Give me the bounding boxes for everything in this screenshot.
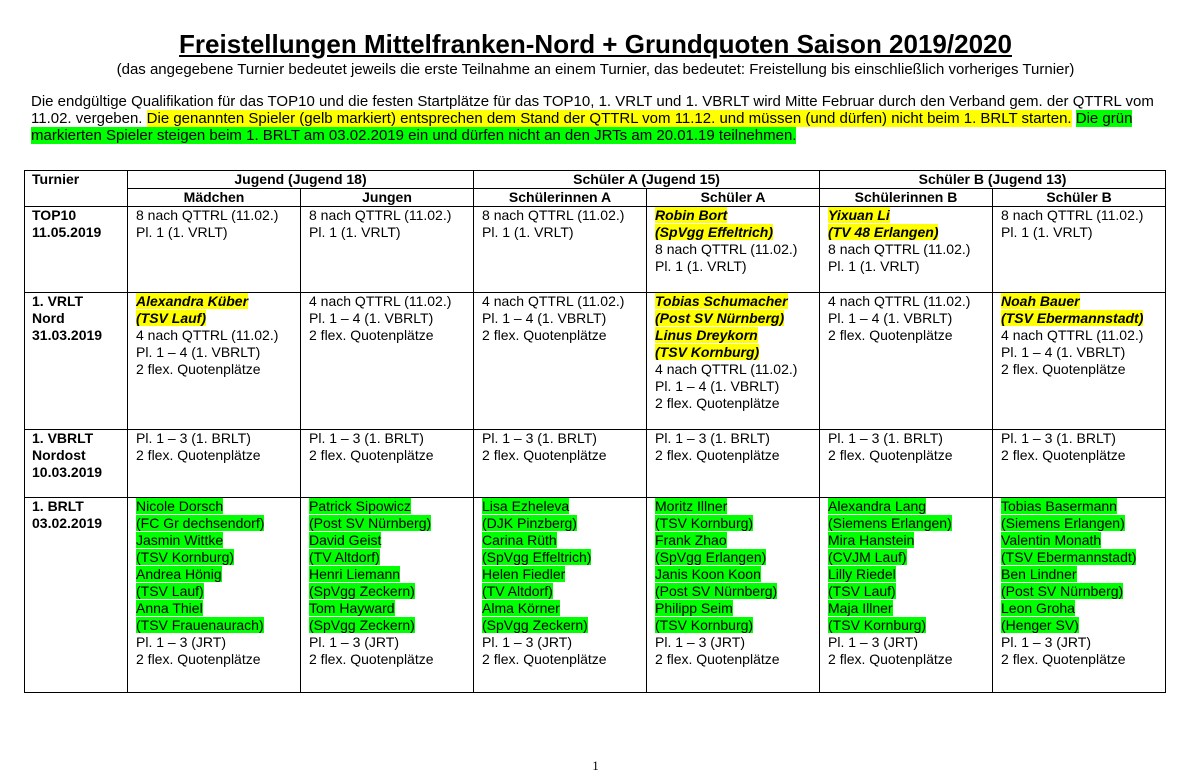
page-number: 1 (592, 758, 599, 773)
category-header: Schülerinnen A (474, 189, 647, 207)
entry-player-entry (828, 532, 992, 549)
entry-player-entry (136, 549, 300, 566)
tournament-column-header: Turnier (25, 171, 128, 207)
quota-line (1001, 430, 1165, 447)
quota-cell (301, 207, 474, 293)
entry-player-entry-text: Anna Thiel (136, 600, 203, 616)
quota-line (309, 293, 473, 310)
entry-player-entry (136, 617, 300, 634)
entry-player-entry (482, 566, 646, 583)
entry-player-entry-text: Lilly Riedel (828, 566, 896, 582)
table-row (25, 207, 1166, 293)
quota-line (655, 241, 819, 258)
entry-player-entry-text: Valentin Monath (1001, 532, 1102, 548)
entry-player-entry (1001, 549, 1165, 566)
quota-line-text: 2 flex. Quotenplätze (828, 651, 953, 667)
category-header: Mädchen (128, 189, 301, 207)
category-header: Schüler A (647, 189, 820, 207)
quota-line-text: Pl. 1 – 3 (1. BRLT) (828, 430, 943, 446)
entry-player-entry (482, 617, 646, 634)
entry-player-entry-text: (Siemens Erlangen) (828, 515, 952, 531)
quota-line-text: Pl. 1 (1. VRLT) (828, 258, 920, 274)
category-header: Schülerinnen B (820, 189, 993, 207)
quota-line-text: Pl. 1 (1. VRLT) (1001, 224, 1093, 240)
entry-player-entry (136, 583, 300, 600)
entry-player-entry (309, 600, 473, 617)
freed-player-entry-text: (TSV Ebermannstadt) (1001, 310, 1144, 326)
entry-player-entry-text: (TSV Frauenaurach) (136, 617, 264, 633)
tournament-cell (25, 498, 128, 693)
category-header: Jungen (301, 189, 474, 207)
quota-line (309, 207, 473, 224)
quota-line-text: Pl. 1 – 3 (JRT) (655, 634, 746, 650)
entry-player-entry-text: (TV Altdorf) (309, 549, 380, 565)
entry-player-entry (309, 549, 473, 566)
quota-cell (474, 207, 647, 293)
entry-player-entry-text: (Post SV Nürnberg) (309, 515, 432, 531)
quota-line-text: 2 flex. Quotenplätze (1001, 651, 1126, 667)
entry-player-entry (1001, 532, 1165, 549)
quota-line-text: Pl. 1 – 3 (JRT) (309, 634, 399, 650)
quota-line-text: 2 flex. Quotenplätze (655, 651, 780, 667)
entry-player-entry (482, 515, 646, 532)
quota-line-text: 4 nach QTTRL (11.02.) (482, 293, 625, 309)
quota-line-text: Pl. 1 (1. VRLT) (136, 224, 228, 240)
quota-line (1001, 224, 1165, 241)
quota-cell (128, 293, 301, 430)
quota-cell (993, 430, 1166, 498)
quota-line (655, 378, 819, 395)
quota-cell (820, 207, 993, 293)
entry-player-entry-text: (DJK Pinzberg) (482, 515, 577, 531)
entry-player-entry-text: (CVJM Lauf) (828, 549, 907, 565)
tournament-label: TOP10 (32, 207, 77, 223)
quota-line-text: 2 flex. Quotenplätze (136, 361, 261, 377)
freed-player-entry-text: Alexandra Küber (136, 293, 249, 309)
entry-player-entry (482, 600, 646, 617)
freed-player-entry (1001, 293, 1165, 310)
quota-line (482, 207, 646, 224)
quota-line-text: 2 flex. Quotenplätze (655, 395, 780, 411)
quota-line (655, 258, 819, 275)
quota-line-text: 4 nach QTTRL (11.02.) (136, 327, 279, 343)
quota-line (828, 327, 992, 344)
quota-line-text: Pl. 1 – 3 (JRT) (482, 634, 573, 650)
quota-line (482, 634, 646, 651)
freed-player-entry (655, 327, 819, 344)
quota-line-text: 4 nach QTTRL (11.02.) (828, 293, 971, 309)
quota-line-text: 8 nach QTTRL (11.02.) (828, 241, 971, 257)
entry-player-entry-text: Ben Lindner (1001, 566, 1077, 582)
tournament-label: 31.03.2019 (32, 327, 103, 343)
quota-cell (647, 498, 820, 693)
quota-line (136, 207, 300, 224)
freed-player-entry (655, 293, 819, 310)
freed-player-entry-text: (TSV Kornburg) (655, 344, 760, 360)
entry-player-entry-text: Mira Hanstein (828, 532, 915, 548)
entry-player-entry (309, 617, 473, 634)
table-row (25, 293, 1166, 430)
entry-player-entry-text: (Post SV Nürnberg) (655, 583, 778, 599)
tournament-cell (25, 430, 128, 498)
quota-line (136, 430, 300, 447)
category-header-row (25, 189, 1166, 207)
quota-cell (128, 498, 301, 693)
quota-line (1001, 634, 1165, 651)
quota-cell (301, 293, 474, 430)
quota-cell (301, 430, 474, 498)
quota-line (136, 344, 300, 361)
freed-player-entry (655, 224, 819, 241)
quota-line (482, 430, 646, 447)
quota-line (136, 634, 300, 651)
entry-player-entry (655, 600, 819, 617)
quota-line-text: Pl. 1 – 4 (1. VBRLT) (136, 344, 261, 360)
entry-player-entry (309, 498, 473, 515)
freed-player-entry-text: Robin Bort (655, 207, 728, 223)
quota-line-text: 2 flex. Quotenplätze (309, 651, 434, 667)
quota-line-text: Pl. 1 (1. VRLT) (309, 224, 401, 240)
entry-player-entry-text: Nicole Dorsch (136, 498, 224, 514)
quota-line (136, 361, 300, 378)
quota-cell (820, 498, 993, 693)
entry-player-entry (136, 498, 300, 515)
entry-player-entry-text: Philipp Seim (655, 600, 733, 616)
tournament-label: 10.03.2019 (32, 464, 103, 480)
entry-player-entry-text: Moritz Illner (655, 498, 728, 514)
table-row (25, 430, 1166, 498)
quota-line (1001, 207, 1165, 224)
quota-line (309, 447, 473, 464)
quota-line (655, 430, 819, 447)
quota-line (482, 224, 646, 241)
entry-player-entry-text: Helen Fiedler (482, 566, 566, 582)
quota-line (482, 651, 646, 668)
entry-player-entry (828, 515, 992, 532)
entry-player-entry (655, 515, 819, 532)
entry-player-entry (655, 549, 819, 566)
quota-line-text: 2 flex. Quotenplätze (828, 447, 953, 463)
quota-line-text: Pl. 1 – 4 (1. VBRLT) (828, 310, 953, 326)
tournament-label: 1. VBRLT (32, 430, 94, 446)
quota-line-text: Pl. 1 – 4 (1. VBRLT) (1001, 344, 1126, 360)
entry-player-entry-text: Jasmin Wittke (136, 532, 224, 548)
entry-player-entry (828, 566, 992, 583)
entry-player-entry-text: (Siemens Erlangen) (1001, 515, 1125, 531)
freed-player-entry (655, 207, 819, 224)
entry-player-entry (136, 566, 300, 583)
tournament-label: 03.02.2019 (32, 515, 103, 531)
quota-cell (128, 430, 301, 498)
entry-player-entry-text: (SpVgg Erlangen) (655, 549, 767, 565)
quota-cell (301, 498, 474, 693)
quota-line-text: Pl. 1 – 4 (1. VBRLT) (309, 310, 434, 326)
entry-player-entry-text: (TSV Kornburg) (655, 617, 754, 633)
freed-player-entry-text: (Post SV Nürnberg) (655, 310, 785, 326)
quota-line (1001, 344, 1165, 361)
entry-player-entry (655, 566, 819, 583)
entry-player-entry (1001, 583, 1165, 600)
quota-line-text: Pl. 1 – 3 (JRT) (1001, 634, 1092, 650)
entry-player-entry-text: Andrea Hönig (136, 566, 222, 582)
quota-line (136, 224, 300, 241)
entry-player-entry (482, 532, 646, 549)
quota-line-text: 2 flex. Quotenplätze (136, 651, 261, 667)
entry-player-entry (828, 549, 992, 566)
entry-player-entry-text: Tobias Basermann (1001, 498, 1117, 514)
quota-line (1001, 361, 1165, 378)
entry-player-entry (1001, 617, 1165, 634)
quota-cell (993, 498, 1166, 693)
quota-line-text: Pl. 1 – 3 (JRT) (136, 634, 226, 650)
quota-cell (993, 293, 1166, 430)
quota-line-text: 2 flex. Quotenplätze (828, 327, 953, 343)
quota-line-text: Pl. 1 – 3 (JRT) (828, 634, 919, 650)
entry-player-entry (1001, 498, 1165, 515)
tournament-label: Nord (32, 310, 65, 326)
entry-player-entry-text: (Post SV Nürnberg) (1001, 583, 1124, 599)
entry-player-entry (828, 498, 992, 515)
quota-line-text: 4 nach QTTRL (11.02.) (309, 293, 452, 309)
quota-line-text: 2 flex. Quotenplätze (1001, 447, 1126, 463)
entry-player-entry (482, 498, 646, 515)
group-header-schueler-a: Schüler A (Jugend 15) (474, 171, 820, 189)
entry-player-entry-text: (FC Gr dechsendorf) (136, 515, 265, 531)
quota-line-text: 8 nach QTTRL (11.02.) (136, 207, 279, 223)
entry-player-entry (136, 600, 300, 617)
quota-line-text: 4 nach QTTRL (11.02.) (1001, 327, 1144, 343)
quota-line-text: 2 flex. Quotenplätze (482, 651, 607, 667)
intro-green-note: Die grün markierten Spieler steigen beim 1. BRLT am 03.02.2019 ein und dürfen nicht an den JRTs am 20.01.19 teilnehmen. (31, 110, 1133, 144)
quota-cell (474, 498, 647, 693)
freed-player-entry-text: Linus Dreykorn (655, 327, 758, 343)
entry-player-entry-text: (TSV Kornburg) (655, 515, 754, 531)
entry-player-entry (655, 498, 819, 515)
entry-player-entry (482, 583, 646, 600)
freed-player-entry-text: (TV 48 Erlangen) (828, 224, 939, 240)
entry-player-entry (136, 515, 300, 532)
tournament-label: Nordost (32, 447, 86, 463)
quota-line (828, 293, 992, 310)
quota-cell (128, 207, 301, 293)
quota-line (1001, 651, 1165, 668)
entry-player-entry-text: Carina Rüth (482, 532, 557, 548)
entry-player-entry (655, 617, 819, 634)
quota-line-text: 8 nach QTTRL (11.02.) (482, 207, 625, 223)
quota-line (309, 430, 473, 447)
entry-player-entry-text: (SpVgg Effeltrich) (482, 549, 592, 565)
freed-player-entry (828, 224, 992, 241)
entry-player-entry-text: (SpVgg Zeckern) (309, 617, 415, 633)
quota-line (655, 361, 819, 378)
freed-player-entry (655, 344, 819, 361)
freed-player-entry-text: (SpVgg Effeltrich) (655, 224, 773, 240)
entry-player-entry-text: (SpVgg Zeckern) (482, 617, 588, 633)
entry-player-entry-text: (TSV Kornburg) (136, 549, 235, 565)
quota-line (655, 447, 819, 464)
entry-player-entry (828, 617, 992, 634)
entry-player-entry-text: Alma Körner (482, 600, 560, 616)
quota-line-text: 2 flex. Quotenplätze (309, 447, 434, 463)
quota-line-text: 8 nach QTTRL (11.02.) (309, 207, 452, 223)
entry-player-entry-text: Maja Illner (828, 600, 893, 616)
entry-player-entry (1001, 600, 1165, 617)
group-header-jugend: Jugend (Jugend 18) (128, 171, 474, 189)
tournament-cell (25, 207, 128, 293)
entry-player-entry-text: (TSV Kornburg) (828, 617, 927, 633)
quota-line-text: 8 nach QTTRL (11.02.) (1001, 207, 1144, 223)
quota-cell (993, 207, 1166, 293)
entry-player-entry-text: Frank Zhao (655, 532, 727, 548)
group-header-schueler-b: Schüler B (Jugend 13) (820, 171, 1166, 189)
freed-player-entry-text: Tobias Schumacher (655, 293, 788, 309)
freed-player-entry (136, 310, 300, 327)
page-title: Freistellungen Mittelfranken-Nord + Grundquoten Saison 2019/2020 (179, 29, 1012, 59)
quota-cell (647, 293, 820, 430)
quota-line (828, 258, 992, 275)
intro-yellow-note: Die genannten Spieler (gelb markiert) entsprechen dem Stand der QTTRL vom 11.12. und müssen (und dürfen) nicht beim 1. BRLT starten. (146, 110, 1072, 127)
freed-player-entry-text: (TSV Lauf) (136, 310, 206, 326)
quota-line-text: Pl. 1 – 4 (1. VBRLT) (482, 310, 607, 326)
quota-line (828, 430, 992, 447)
freed-player-entry (1001, 310, 1165, 327)
quota-line (828, 310, 992, 327)
quota-line-text: Pl. 1 – 3 (1. BRLT) (655, 430, 770, 446)
quota-line-text: Pl. 1 – 4 (1. VBRLT) (655, 378, 780, 394)
tournament-label: 1. BRLT (32, 498, 84, 514)
quota-cell (820, 430, 993, 498)
quota-line-text: Pl. 1 (1. VRLT) (655, 258, 747, 274)
quota-line (828, 447, 992, 464)
freed-player-entry (828, 207, 992, 224)
quota-line (309, 310, 473, 327)
quota-line-text: 2 flex. Quotenplätze (309, 327, 434, 343)
quota-cell (647, 430, 820, 498)
entry-player-entry-text: Leon Groha (1001, 600, 1075, 616)
entry-player-entry (1001, 566, 1165, 583)
quota-line (136, 447, 300, 464)
quota-line (1001, 447, 1165, 464)
quota-line (136, 327, 300, 344)
quota-line-text: 2 flex. Quotenplätze (655, 447, 780, 463)
entry-player-entry (309, 532, 473, 549)
quota-cell (820, 293, 993, 430)
tournament-cell (25, 293, 128, 430)
page-subtitle: (das angegebene Turnier bedeutet jeweils die erste Teilnahme an einem Turnier, das bedeutet: Freistellung bis einschließlich vorheriges Turnier) (116, 61, 1075, 78)
quota-line (655, 651, 819, 668)
quota-line (309, 224, 473, 241)
entry-player-entry (828, 583, 992, 600)
entry-player-entry-text: (TSV Lauf) (136, 583, 204, 599)
entry-player-entry (1001, 515, 1165, 532)
entry-player-entry-text: Lisa Ezheleva (482, 498, 570, 514)
quota-cell (474, 430, 647, 498)
quota-line (655, 634, 819, 651)
table-row (25, 498, 1166, 693)
quota-line (309, 634, 473, 651)
quota-line (655, 395, 819, 412)
quota-line (828, 634, 992, 651)
entry-player-entry (136, 532, 300, 549)
group-header-row (25, 171, 1166, 189)
entry-player-entry-text: (TSV Lauf) (828, 583, 896, 599)
quota-line (1001, 327, 1165, 344)
quota-line-text: Pl. 1 – 3 (1. BRLT) (309, 430, 424, 446)
tournament-label: 11.05.2019 (32, 224, 102, 240)
entry-player-entry-text: Patrick Sipowicz (309, 498, 411, 514)
entry-player-entry-text: (Henger SV) (1001, 617, 1079, 633)
qualification-table (24, 170, 1166, 693)
entry-player-entry-text: (TV Altdorf) (482, 583, 553, 599)
quota-line-text: 2 flex. Quotenplätze (482, 447, 607, 463)
intro-paragraph (31, 93, 1166, 144)
quota-line (828, 651, 992, 668)
quota-line-text: 2 flex. Quotenplätze (482, 327, 607, 343)
entry-player-entry-text: Alexandra Lang (828, 498, 927, 514)
freed-player-entry (136, 293, 300, 310)
quota-line-text: Pl. 1 – 3 (1. BRLT) (482, 430, 597, 446)
quota-line (309, 327, 473, 344)
entry-player-entry-text: Henri Liemann (309, 566, 401, 582)
quota-line-text: Pl. 1 – 3 (1. BRLT) (1001, 430, 1116, 446)
quota-line-text: 8 nach QTTRL (11.02.) (655, 241, 798, 257)
tournament-label: 1. VRLT (32, 293, 84, 309)
table-body (25, 207, 1166, 693)
quota-line-text: 2 flex. Quotenplätze (136, 447, 261, 463)
entry-player-entry (828, 600, 992, 617)
category-header: Schüler B (993, 189, 1166, 207)
entry-player-entry (655, 583, 819, 600)
freed-player-entry (655, 310, 819, 327)
freed-player-entry-text: Yixuan Li (828, 207, 890, 223)
freed-player-entry-text: Noah Bauer (1001, 293, 1080, 309)
quota-line (482, 310, 646, 327)
quota-line-text: Pl. 1 (1. VRLT) (482, 224, 574, 240)
quota-line-text: 4 nach QTTRL (11.02.) (655, 361, 798, 377)
quota-line (309, 651, 473, 668)
entry-player-entry (309, 566, 473, 583)
quota-line (482, 293, 646, 310)
quota-cell (647, 207, 820, 293)
quota-line (828, 241, 992, 258)
quota-line (482, 327, 646, 344)
entry-player-entry-text: David Geist (309, 532, 382, 548)
entry-player-entry (309, 515, 473, 532)
entry-player-entry (655, 532, 819, 549)
entry-player-entry-text: Tom Hayward (309, 600, 395, 616)
entry-player-entry-text: Janis Koon Koon (655, 566, 761, 582)
entry-player-entry-text: (SpVgg Zeckern) (309, 583, 415, 599)
quota-line (136, 651, 300, 668)
quota-cell (474, 293, 647, 430)
quota-line-text: 2 flex. Quotenplätze (1001, 361, 1126, 377)
quota-line-text: Pl. 1 – 3 (1. BRLT) (136, 430, 251, 446)
quota-line (482, 447, 646, 464)
entry-player-entry (309, 583, 473, 600)
intro-text: Die endgültige Qualifikation für das TOP10 und die festen Startplätze für das TOP10, 1. VRLT und 1. VBRLT wird Mitte Februar durch den Verband gem. der QTTRL vom 11.02. vergeben. (31, 93, 1154, 127)
entry-player-entry-text: (TSV Ebermannstadt) (1001, 549, 1137, 565)
entry-player-entry (482, 549, 646, 566)
